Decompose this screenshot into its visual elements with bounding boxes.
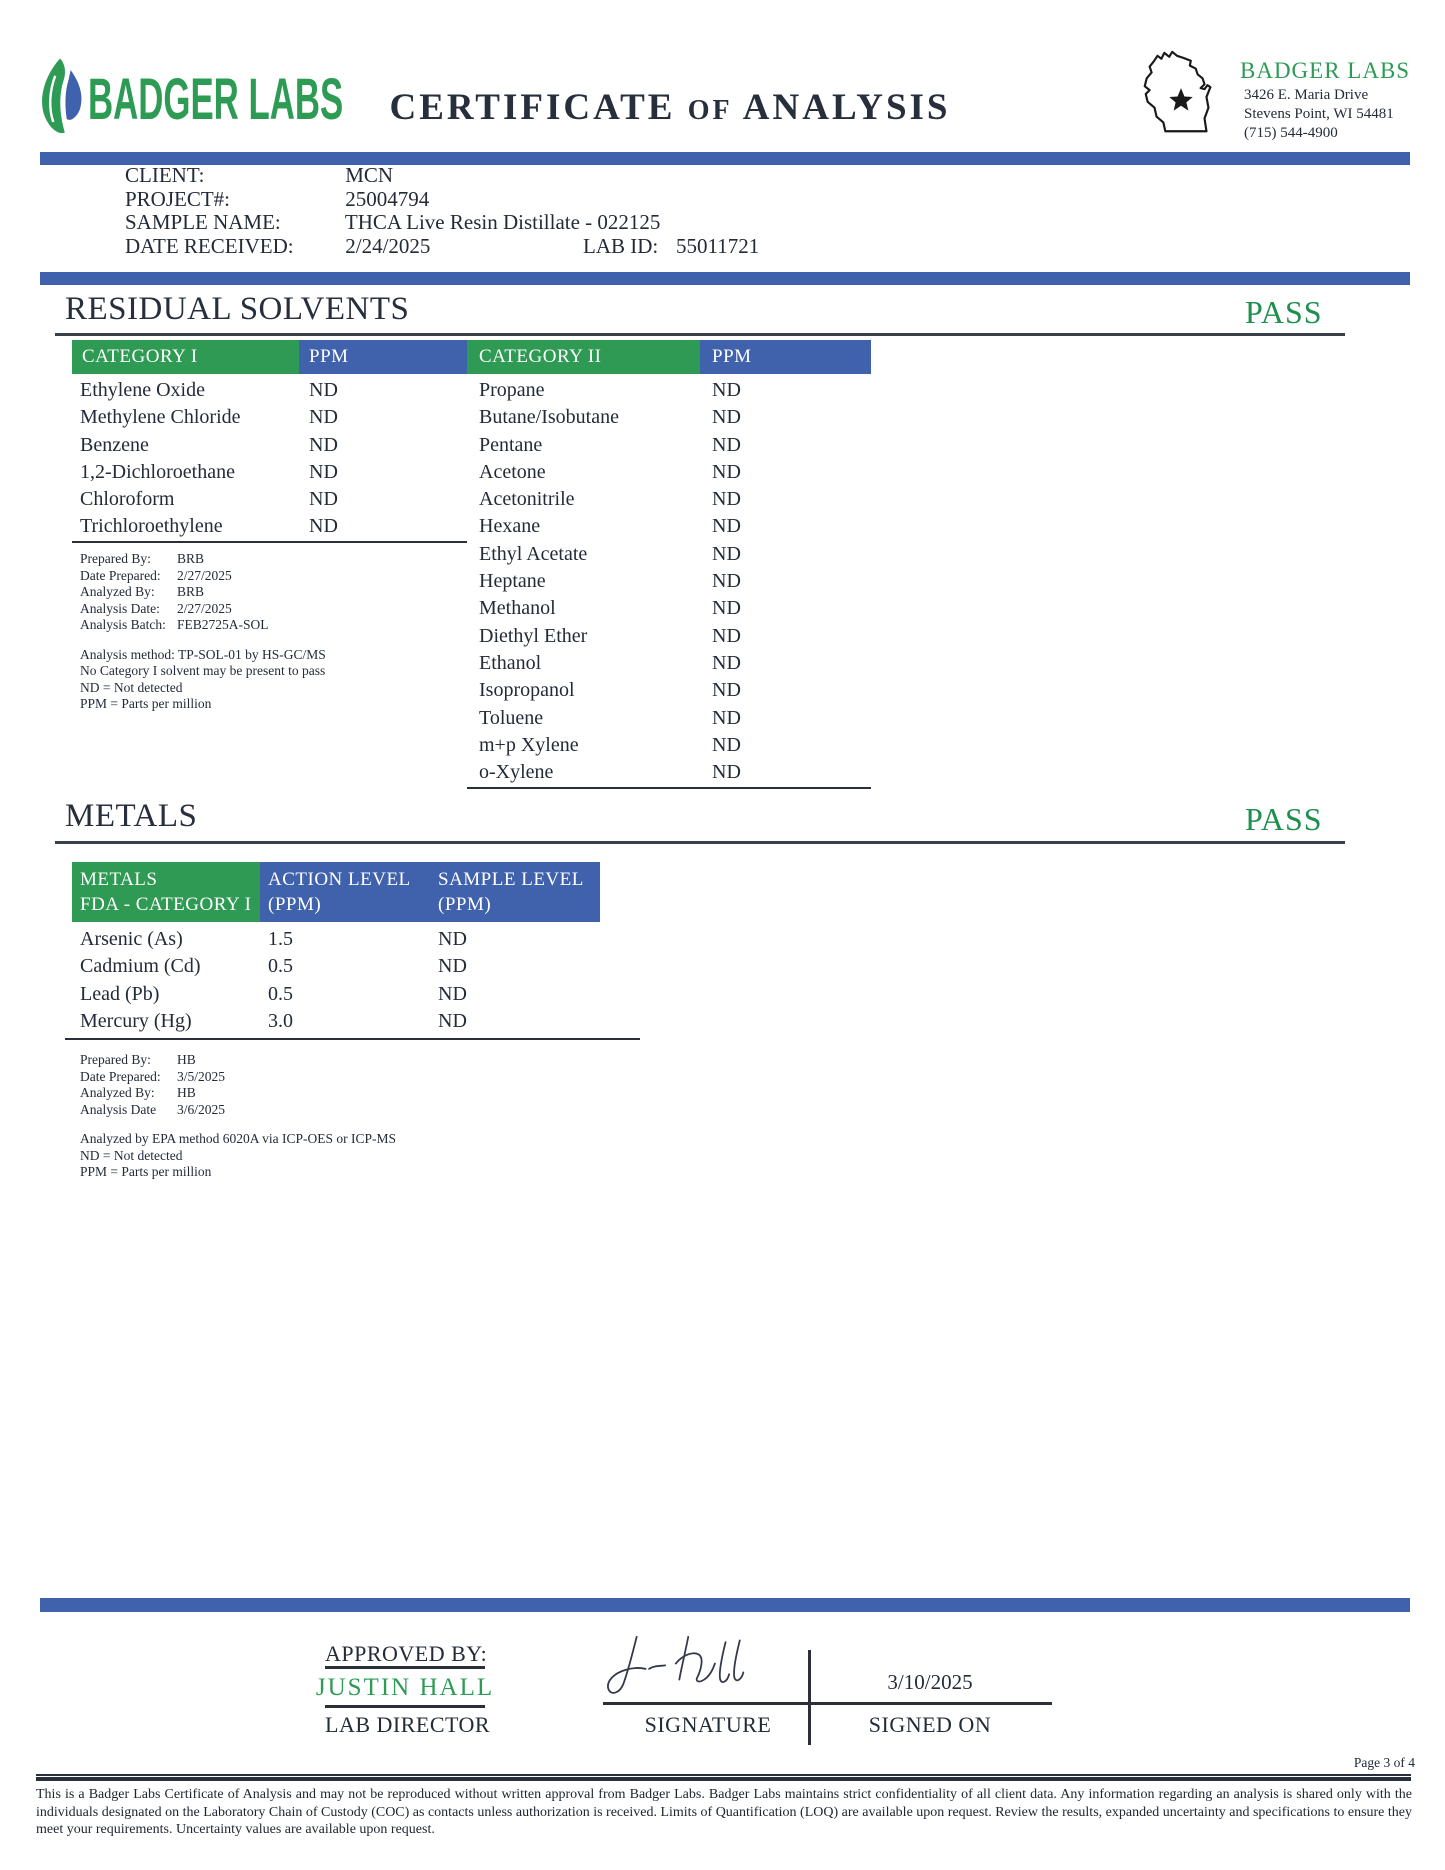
table-row xyxy=(72,953,640,980)
solvent-name: Trichloroethylene xyxy=(80,515,223,538)
metal-sample-level: ND xyxy=(438,955,467,978)
approver-name: JUSTIN HALL xyxy=(315,1674,495,1701)
metals-category-header-cell xyxy=(72,862,260,922)
date-prepared-value: 3/5/2025 xyxy=(177,1068,226,1084)
sample-name-row xyxy=(125,211,660,235)
note-line xyxy=(80,551,326,568)
solvents-notes xyxy=(80,551,326,713)
solvent-name: Acetone xyxy=(479,460,546,483)
date-prepared-value: 2/27/2025 xyxy=(177,567,232,583)
category2-ppm-header-cell: PPM xyxy=(700,340,871,374)
sample-name-value: THCA Live Resin Distillate - 022125 xyxy=(344,210,661,234)
ppm-definition-note: PPM = Parts per million xyxy=(80,1164,212,1179)
spacer xyxy=(80,634,326,647)
sample-level-line1: SAMPLE LEVEL xyxy=(438,869,584,890)
table-row xyxy=(467,705,871,732)
category1-ppm-header-cell: PPM xyxy=(299,340,467,374)
project-row xyxy=(125,188,660,212)
prepared-by-value: BRB xyxy=(177,551,205,566)
solvent-ppm: ND xyxy=(712,406,741,429)
table-row xyxy=(467,486,871,513)
metals-header-line2: FDA - CATEGORY I xyxy=(80,894,252,915)
solvent-name: Toluene xyxy=(479,706,544,729)
spacer xyxy=(80,1118,396,1131)
table-row xyxy=(467,541,871,568)
analyzed-by-label: Analyzed By: xyxy=(80,584,155,599)
approved-by-label: APPROVED BY: xyxy=(325,1641,488,1666)
metal-sample-level: ND xyxy=(438,1009,467,1032)
table-row xyxy=(467,377,871,404)
project-label: PROJECT#: xyxy=(125,186,231,211)
metal-name: Arsenic (As) xyxy=(80,928,183,950)
sample-info-block xyxy=(125,164,660,258)
metals-header-line1: METALS xyxy=(80,869,158,890)
solvent-name: Pentane xyxy=(479,433,543,456)
date-received-value: 2/24/2025 xyxy=(345,233,431,258)
analysis-date-value: 3/6/2025 xyxy=(177,1101,226,1117)
approver-title: LAB DIRECTOR xyxy=(325,1712,491,1737)
solvent-ppm: ND xyxy=(712,488,741,511)
solvent-name: Ethyl Acetate xyxy=(479,542,588,565)
solvent-name: Ethanol xyxy=(479,651,542,674)
solvent-ppm: ND xyxy=(712,706,741,729)
table-row xyxy=(72,486,467,513)
table-row xyxy=(467,513,871,540)
solvent-ppm: ND xyxy=(309,515,338,538)
nd-definition-note: ND = Not detected xyxy=(80,1147,183,1163)
table-row xyxy=(72,926,640,953)
metals-pass-badge: PASS xyxy=(1245,801,1323,837)
sample-name-label: SAMPLE NAME: xyxy=(125,210,281,234)
solvent-ppm: ND xyxy=(712,460,741,483)
solvent-ppm: ND xyxy=(712,679,741,702)
solvent-ppm: ND xyxy=(309,406,338,429)
client-row xyxy=(125,164,660,188)
table-row xyxy=(72,377,467,404)
signature-rule xyxy=(603,1702,808,1705)
analysis-batch-value: FEB2725A-SOL xyxy=(177,617,269,632)
solvent-name: Ethylene Oxide xyxy=(80,379,205,401)
solvent-name: Butane/Isobutane xyxy=(479,406,619,429)
solvent-name: Heptane xyxy=(479,570,546,593)
nd-definition-note: ND = Not detected xyxy=(80,679,183,695)
table-row xyxy=(72,513,467,540)
solvent-ppm: ND xyxy=(712,651,741,674)
metal-sample-level: ND xyxy=(438,928,467,950)
solvent-ppm: ND xyxy=(309,460,338,483)
table-row xyxy=(72,432,467,459)
action-level-line2: (PPM) xyxy=(268,894,322,915)
table-row xyxy=(467,568,871,595)
table-row xyxy=(72,1008,640,1035)
page-title xyxy=(335,86,1005,129)
disclaimer-text: This is a Badger Labs Certificate of Analysis and may not be reproduced without written approval from Badger Labs. Badger Labs maintains strict confidentiality of all client data. Any information regarding an analysis is shared only with the individuals designated on the Laboratory Chain of Custody (COC) as contacts unless authorization is received. Limits of Quantification (LOQ) are available upon request. Review the results, expanded uncertainty and specifications to ensure they meet your requirements. Uncertainty values are available upon request. xyxy=(36,1787,1412,1837)
table-row xyxy=(467,404,871,431)
approved-by-rule-top xyxy=(325,1666,485,1669)
solvent-name: Isopropanol xyxy=(479,679,575,702)
category1-bottom-rule xyxy=(72,541,467,543)
analysis-batch-label: Analysis Batch: xyxy=(80,617,166,632)
metal-name: Mercury (Hg) xyxy=(80,1009,192,1032)
logo-wordmark: BADGER LABS xyxy=(88,67,344,132)
metals-title-rule xyxy=(55,841,1345,844)
date-prepared-label: Date Prepared: xyxy=(80,1068,161,1084)
approved-by-rule-bottom xyxy=(325,1705,485,1708)
wisconsin-state-icon xyxy=(1132,46,1230,144)
signed-on-date: 3/10/2025 xyxy=(887,1670,973,1694)
solvent-name: Benzene xyxy=(80,433,149,456)
note-line xyxy=(80,584,326,601)
solvent-ppm: ND xyxy=(309,433,338,456)
metal-action-level: 0.5 xyxy=(268,982,293,1005)
solvent-ppm: ND xyxy=(712,379,741,401)
prepared-by-label: Prepared By: xyxy=(80,551,151,566)
solvent-ppm: ND xyxy=(712,624,741,647)
solvent-ppm: ND xyxy=(712,761,741,784)
table-row xyxy=(72,404,467,431)
analysis-method-note: Analysis method: TP-SOL-01 by HS-GC/MS xyxy=(80,646,326,662)
note-line xyxy=(80,601,326,618)
badger-labs-leaf-logo-icon xyxy=(36,56,84,136)
residual-solvents-pass-badge: PASS xyxy=(1245,294,1323,330)
sample-level-line2: (PPM) xyxy=(438,894,492,915)
solvent-ppm: ND xyxy=(712,733,741,756)
lab-phone: (715) 544-4900 xyxy=(1244,125,1338,141)
title-analysis: ANALYSIS xyxy=(742,87,951,128)
signed-on-rule xyxy=(810,1702,1052,1705)
client-value: MCN xyxy=(345,163,394,187)
residual-solvents-title: RESIDUAL SOLVENTS xyxy=(65,291,410,327)
analysis-date-label: Analysis Date xyxy=(80,1101,157,1117)
page-number: Page 3 of 4 xyxy=(1353,1755,1415,1770)
date-received-row xyxy=(125,235,660,259)
solvent-name: Acetonitrile xyxy=(479,488,575,511)
analyzed-by-value: HB xyxy=(177,1085,196,1100)
action-level-line1: ACTION LEVEL xyxy=(268,869,411,890)
category2-table-body xyxy=(467,377,871,786)
solvent-name: o-Xylene xyxy=(479,761,554,784)
solvent-ppm: ND xyxy=(712,433,741,456)
table-row xyxy=(467,732,871,759)
metals-bottom-rule xyxy=(65,1038,640,1040)
signature-image xyxy=(575,1628,805,1708)
table-row xyxy=(467,459,871,486)
title-certificate: CERTIFICATE xyxy=(389,87,676,128)
analyzed-by-value: BRB xyxy=(177,584,205,599)
date-received-label: DATE RECEIVED: xyxy=(125,233,294,258)
metals-title: METALS xyxy=(65,798,198,834)
action-level-header-cell xyxy=(260,862,430,922)
lab-name: BADGER LABS xyxy=(1240,58,1411,83)
signature-label: SIGNATURE xyxy=(644,1712,772,1737)
solvent-name: Hexane xyxy=(479,515,541,538)
analysis-date-label: Analysis Date: xyxy=(80,600,160,616)
lab-id-value: 55011721 xyxy=(676,233,760,258)
table-row xyxy=(467,595,871,622)
table-row xyxy=(467,432,871,459)
solvent-ppm: ND xyxy=(712,515,741,538)
footer-rule xyxy=(36,1774,1411,1781)
divider-bar-footer xyxy=(40,1598,1410,1612)
title-of: OF xyxy=(687,95,733,126)
metal-action-level: 0.5 xyxy=(268,955,293,978)
metal-name: Lead (Pb) xyxy=(80,982,160,1005)
signature-divider-vertical xyxy=(808,1650,811,1745)
table-row xyxy=(467,623,871,650)
pass-rule-note: No Category I solvent may be present to pass xyxy=(80,663,326,678)
note-line xyxy=(80,617,326,634)
solvent-name: Methylene Chloride xyxy=(80,406,241,429)
metal-name: Cadmium (Cd) xyxy=(80,955,201,978)
table-row xyxy=(467,650,871,677)
divider-bar-2 xyxy=(40,272,1410,285)
table-row xyxy=(72,459,467,486)
solvent-name: Methanol xyxy=(479,597,556,620)
solvent-name: m+p Xylene xyxy=(479,733,579,756)
metal-action-level: 1.5 xyxy=(268,928,293,950)
category2-header-cell: CATEGORY II xyxy=(467,340,700,374)
note-line xyxy=(80,568,326,585)
lab-id-label: LAB ID: xyxy=(583,233,659,258)
solvent-ppm: ND xyxy=(712,570,741,593)
lab-address-line2: Stevens Point, WI 54481 xyxy=(1244,106,1394,122)
solvent-name: Diethyl Ether xyxy=(479,624,588,647)
note-line xyxy=(80,1052,396,1069)
category1-table-body xyxy=(72,377,467,541)
note-line xyxy=(80,1085,396,1102)
residual-solvents-title-rule xyxy=(55,333,1345,336)
solvent-ppm: ND xyxy=(712,542,741,565)
table-row xyxy=(72,981,640,1008)
solvent-name: Chloroform xyxy=(80,488,175,511)
prepared-by-label: Prepared By: xyxy=(80,1052,151,1067)
ppm-definition-note: PPM = Parts per million xyxy=(80,696,212,711)
note-line xyxy=(80,1069,396,1086)
analyzed-by-label: Analyzed By: xyxy=(80,1085,155,1100)
solvent-name: 1,2-Dichloroethane xyxy=(80,460,235,483)
table-row xyxy=(467,759,871,786)
solvent-ppm: ND xyxy=(309,379,338,401)
project-value: 25004794 xyxy=(345,186,430,211)
metal-sample-level: ND xyxy=(438,982,467,1005)
metals-notes xyxy=(80,1052,396,1181)
solvent-ppm: ND xyxy=(309,488,338,511)
solvent-name: Propane xyxy=(479,379,545,401)
date-prepared-label: Date Prepared: xyxy=(80,567,161,583)
metals-table-body xyxy=(72,926,640,1035)
category2-bottom-rule xyxy=(467,787,871,789)
signed-on-label: SIGNED ON xyxy=(868,1712,992,1737)
sample-level-header-cell xyxy=(430,862,600,922)
client-label: CLIENT: xyxy=(125,163,205,187)
metal-action-level: 3.0 xyxy=(268,1009,293,1032)
prepared-by-value: HB xyxy=(177,1052,196,1067)
category1-header-cell: CATEGORY I xyxy=(72,340,299,374)
solvent-ppm: ND xyxy=(712,597,741,620)
analysis-method-note: Analyzed by EPA method 6020A via ICP-OES or ICP-MS xyxy=(80,1131,397,1146)
table-row xyxy=(467,677,871,704)
lab-address-line1: 3426 E. Maria Drive xyxy=(1244,87,1369,103)
note-line xyxy=(80,1102,396,1119)
analysis-date-value: 2/27/2025 xyxy=(177,600,232,616)
